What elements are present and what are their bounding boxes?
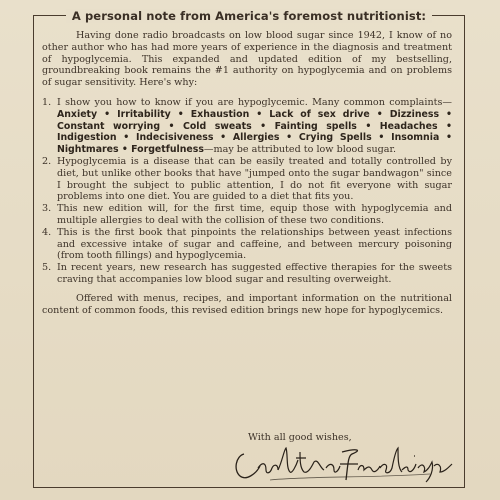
- symptom-list: Anxiety • Irritability • Exhaustion • Lack of sex drive • Dizziness • Constant worrying • Cold sweats • Fainting spells • Headaches • Indigestion • Indecisiveness • Allergies • Crying Spells • Insomnia • Nightmares • Forgetfulness: [57, 108, 452, 156]
- reasons-list: [42, 97, 452, 286]
- reason-tail: —may be attributed to low blood sugar.: [203, 144, 397, 156]
- reason-number: 1.: [42, 96, 52, 108]
- reason-text: In recent years, new research has suggested effective therapies for the sweets craving that accompanies low blood sugar and resulting overweight.: [57, 262, 452, 285]
- reason-lead: I show you how to know if you are hypoglycemic. Many common complaints—: [57, 96, 452, 108]
- reason-text: This is the first book that pinpoints the relationships between yeast infections and excessive intake of sugar and caffeine, and between mercury poisoning (from tooth fillings) and hypoglycemia.: [57, 226, 452, 262]
- reason-text: This new edition will, for the first time, equip those with hypoglycemia and multiple allergies to deal with the collision of these two conditions.: [57, 203, 452, 226]
- closing-wishes: With all good wishes,: [248, 432, 352, 443]
- closing-paragraph: Offered with menus, recipes, and important information on the nutritional content of common foods, this revised edition brings new hope for hypoglycemics.: [42, 292, 452, 316]
- reason-text: Hypoglycemia is a disease that can be easily treated and totally controlled by diet, but unlike other books that have "jumped onto the sugar bandwagon" since I brought the subject to public attention, I do not fit everyone with sugar problems into one diet. You are guided to a diet that fits you.: [57, 155, 452, 203]
- reason-item: [42, 97, 452, 156]
- reason-item: [42, 262, 452, 286]
- author-signature: [230, 444, 460, 488]
- note-body: [42, 30, 452, 316]
- reason-number: 4.: [42, 226, 52, 238]
- note-header-text: A personal note from America's foremost nutritionist:: [66, 9, 432, 23]
- note-header: [33, 4, 465, 28]
- reason-text: [57, 97, 452, 156]
- reason-number: 5.: [42, 262, 52, 274]
- intro-paragraph: Having done radio broadcasts on low blood sugar since 1942, I know of no other author who has had more years of experience in the diagnosis and treatment of hypoglycemia. This expanded and updated edition of my bestselling, groundbreaking book remains the #1 authority on hypoglycemia and on problems of sugar sensitivity. Here's why:: [42, 30, 452, 89]
- reason-item: [42, 203, 452, 227]
- reason-number: 2.: [42, 155, 52, 167]
- reason-number: 3.: [42, 203, 52, 215]
- reason-item: [42, 227, 452, 262]
- reason-item: [42, 156, 452, 203]
